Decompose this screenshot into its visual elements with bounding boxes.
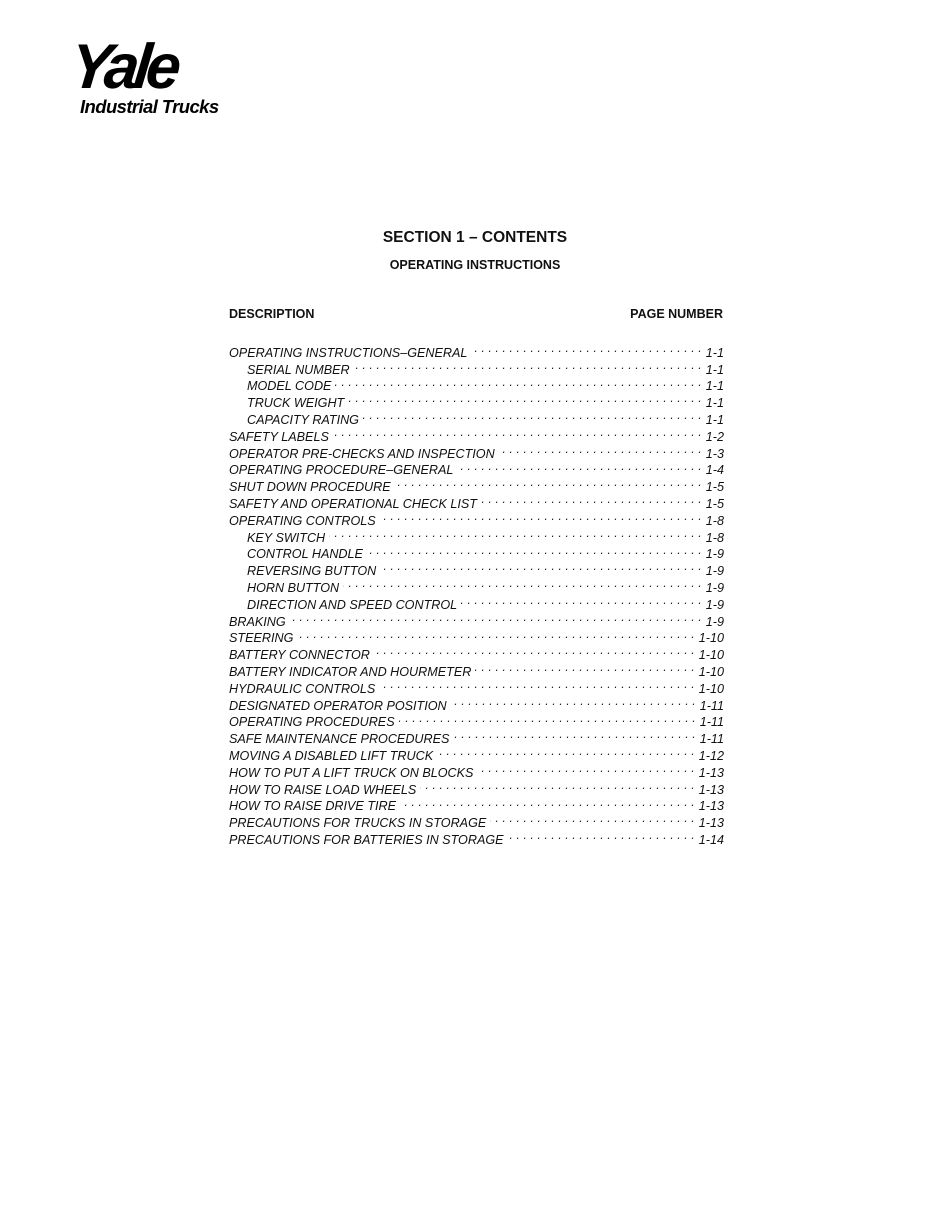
toc-entry-label: OPERATING INSTRUCTIONS–GENERAL bbox=[229, 345, 468, 357]
toc-entry[interactable] bbox=[229, 508, 724, 525]
table-of-contents bbox=[229, 340, 724, 844]
toc-entry-page: 1-1 bbox=[705, 396, 724, 408]
dot-leader bbox=[399, 710, 696, 727]
toc-entry[interactable] bbox=[229, 558, 724, 575]
dot-leader bbox=[354, 357, 702, 374]
toc-entry-page: 1-13 bbox=[698, 816, 724, 828]
dot-leader bbox=[481, 491, 702, 508]
toc-entry-page: 1-2 bbox=[705, 429, 724, 441]
toc-entry-label: PRECAUTIONS FOR BATTERIES IN STORAGE bbox=[229, 832, 504, 844]
toc-entry-label: OPERATING CONTROLS bbox=[229, 513, 376, 525]
toc-entry-label: CONTROL HANDLE bbox=[247, 547, 363, 559]
toc-entry-label: OPERATOR PRE-CHECKS AND INSPECTION bbox=[229, 446, 495, 458]
section-subtitle: OPERATING INSTRUCTIONS bbox=[389, 258, 561, 272]
dot-leader bbox=[380, 508, 702, 525]
toc-entry[interactable] bbox=[229, 575, 724, 592]
toc-entry[interactable] bbox=[229, 794, 724, 811]
toc-entry-page: 1-1 bbox=[705, 412, 724, 424]
toc-entry-label: HOW TO RAISE DRIVE TIRE bbox=[229, 799, 397, 811]
toc-entry[interactable] bbox=[229, 710, 724, 727]
dot-leader bbox=[451, 693, 696, 710]
toc-entry-page: 1-1 bbox=[705, 362, 724, 374]
toc-entry[interactable] bbox=[229, 827, 724, 844]
toc-entry-label: HOW TO RAISE LOAD WHEELS bbox=[229, 782, 417, 794]
toc-entry-page: 1-11 bbox=[699, 732, 724, 744]
toc-entry[interactable] bbox=[229, 726, 724, 743]
dot-leader bbox=[508, 827, 695, 844]
toc-entry-page: 1-5 bbox=[705, 480, 724, 492]
logo-brand: Yale bbox=[67, 31, 180, 103]
toc-entry[interactable] bbox=[229, 407, 724, 424]
toc-entry-page: 1-10 bbox=[698, 631, 724, 643]
toc-entry-label: DIRECTION AND SPEED CONTROL bbox=[247, 597, 458, 609]
toc-entry[interactable] bbox=[229, 642, 724, 659]
toc-entry-label: HYDRAULIC CONTROLS bbox=[229, 681, 376, 693]
toc-entry-label: DESIGNATED OPERATOR POSITION bbox=[229, 698, 447, 710]
toc-entry-page: 1-9 bbox=[705, 614, 724, 626]
toc-entry-label: PRECAUTIONS FOR TRUCKS IN STORAGE bbox=[229, 816, 487, 828]
dot-leader bbox=[457, 458, 701, 475]
dot-leader bbox=[297, 626, 694, 643]
section-title: SECTION 1 – CONTENTS bbox=[382, 229, 568, 246]
toc-entry-label: BATTERY CONNECTOR bbox=[229, 648, 370, 660]
toc-entry-page: 1-9 bbox=[705, 597, 724, 609]
toc-entry-label: BATTERY INDICATOR AND HOURMETER bbox=[229, 664, 472, 676]
toc-entry-page: 1-13 bbox=[698, 799, 724, 811]
toc-entry[interactable] bbox=[229, 542, 724, 559]
dot-leader bbox=[329, 525, 702, 542]
dot-leader bbox=[400, 794, 695, 811]
toc-entry-label: OPERATING PROCEDURE–GENERAL bbox=[229, 463, 454, 475]
toc-entry[interactable] bbox=[229, 693, 724, 710]
toc-entry-page: 1-12 bbox=[698, 748, 724, 760]
dot-leader bbox=[363, 407, 702, 424]
toc-entry-label: MOVING A DISABLED LIFT TRUCK bbox=[229, 748, 434, 760]
toc-entry[interactable] bbox=[229, 357, 724, 374]
toc-entry-label: HOW TO PUT A LIFT TRUCK ON BLOCKS bbox=[229, 765, 474, 777]
dot-leader bbox=[475, 659, 694, 676]
toc-entry-label: CAPACITY RATING bbox=[247, 412, 359, 424]
toc-entry[interactable] bbox=[229, 474, 724, 491]
toc-entry-label: REVERSING BUTTON bbox=[247, 564, 377, 576]
toc-entry[interactable] bbox=[229, 760, 724, 777]
toc-entry[interactable] bbox=[229, 743, 724, 760]
toc-entry-page: 1-1 bbox=[705, 379, 724, 391]
toc-entry[interactable] bbox=[229, 777, 724, 794]
toc-entry-page: 1-13 bbox=[698, 782, 724, 794]
toc-entry[interactable] bbox=[229, 458, 724, 475]
dot-leader bbox=[477, 760, 694, 777]
toc-entry[interactable] bbox=[229, 441, 724, 458]
toc-entry-label: TRUCK WEIGHT bbox=[247, 396, 345, 408]
toc-entry-page: 1-9 bbox=[705, 580, 724, 592]
yale-logo bbox=[67, 31, 242, 124]
toc-entry[interactable] bbox=[229, 659, 724, 676]
toc-entry-page: 1-10 bbox=[698, 681, 724, 693]
toc-entry[interactable] bbox=[229, 626, 724, 643]
dot-leader bbox=[379, 676, 695, 693]
toc-entry-page: 1-14 bbox=[698, 832, 724, 844]
dot-leader bbox=[420, 777, 694, 794]
toc-entry[interactable] bbox=[229, 525, 724, 542]
toc-entry-page: 1-9 bbox=[705, 564, 724, 576]
dot-leader bbox=[380, 558, 702, 575]
toc-entry[interactable] bbox=[229, 810, 724, 827]
dot-leader bbox=[453, 726, 695, 743]
dot-leader bbox=[461, 592, 702, 609]
toc-entry-page: 1-9 bbox=[705, 547, 724, 559]
toc-entry-page: 1-10 bbox=[698, 664, 724, 676]
toc-entry-page: 1-5 bbox=[705, 496, 724, 508]
toc-entry-page: 1-11 bbox=[699, 698, 724, 710]
toc-entry-page: 1-8 bbox=[705, 530, 724, 542]
toc-entry-label: KEY SWITCH bbox=[247, 530, 326, 542]
toc-entry-label: MODEL CODE bbox=[247, 379, 332, 391]
column-header-page-number: PAGE NUMBER bbox=[630, 307, 723, 321]
toc-entry[interactable] bbox=[229, 340, 724, 357]
toc-entry-page: 1-4 bbox=[705, 463, 724, 475]
toc-entry-page: 1-1 bbox=[705, 345, 724, 357]
toc-entry-page: 1-11 bbox=[699, 715, 724, 727]
toc-entry-label: SHUT DOWN PROCEDURE bbox=[229, 480, 391, 492]
toc-entry-page: 1-3 bbox=[705, 446, 724, 458]
toc-entry-page: 1-10 bbox=[698, 648, 724, 660]
dot-leader bbox=[490, 810, 695, 827]
dot-leader bbox=[499, 441, 702, 458]
dot-leader bbox=[290, 609, 702, 626]
toc-entry[interactable] bbox=[229, 491, 724, 508]
toc-entry-label: SAFETY AND OPERATIONAL CHECK LIST bbox=[229, 496, 477, 508]
toc-entry[interactable] bbox=[229, 609, 724, 626]
dot-leader bbox=[367, 542, 702, 559]
toc-entry-label: HORN BUTTON bbox=[247, 580, 340, 592]
dot-leader bbox=[343, 575, 702, 592]
toc-entry-label: SAFETY LABELS bbox=[229, 429, 329, 441]
column-header-description: DESCRIPTION bbox=[229, 307, 315, 321]
toc-entry-page: 1-8 bbox=[705, 513, 724, 525]
toc-entry[interactable] bbox=[229, 374, 724, 391]
toc-entry-label: STEERING bbox=[229, 631, 294, 643]
toc-entry-page: 1-13 bbox=[698, 765, 724, 777]
dot-leader bbox=[471, 340, 701, 357]
toc-entry[interactable] bbox=[229, 676, 724, 693]
logo-tagline: Industrial Trucks bbox=[80, 96, 219, 117]
toc-entry[interactable] bbox=[229, 424, 724, 441]
toc-entry-label: SERIAL NUMBER bbox=[247, 362, 350, 374]
dot-leader bbox=[374, 642, 695, 659]
toc-entry[interactable] bbox=[229, 390, 724, 407]
toc-entry-label: SAFE MAINTENANCE PROCEDURES bbox=[229, 732, 450, 744]
toc-entry-label: BRAKING bbox=[229, 614, 286, 626]
dot-leader bbox=[333, 424, 702, 441]
toc-entry-label: OPERATING PROCEDURES bbox=[229, 715, 395, 727]
dot-leader bbox=[395, 474, 702, 491]
dot-leader bbox=[348, 390, 702, 407]
dot-leader bbox=[437, 743, 695, 760]
dot-leader bbox=[335, 374, 701, 391]
toc-entry[interactable] bbox=[229, 592, 724, 609]
